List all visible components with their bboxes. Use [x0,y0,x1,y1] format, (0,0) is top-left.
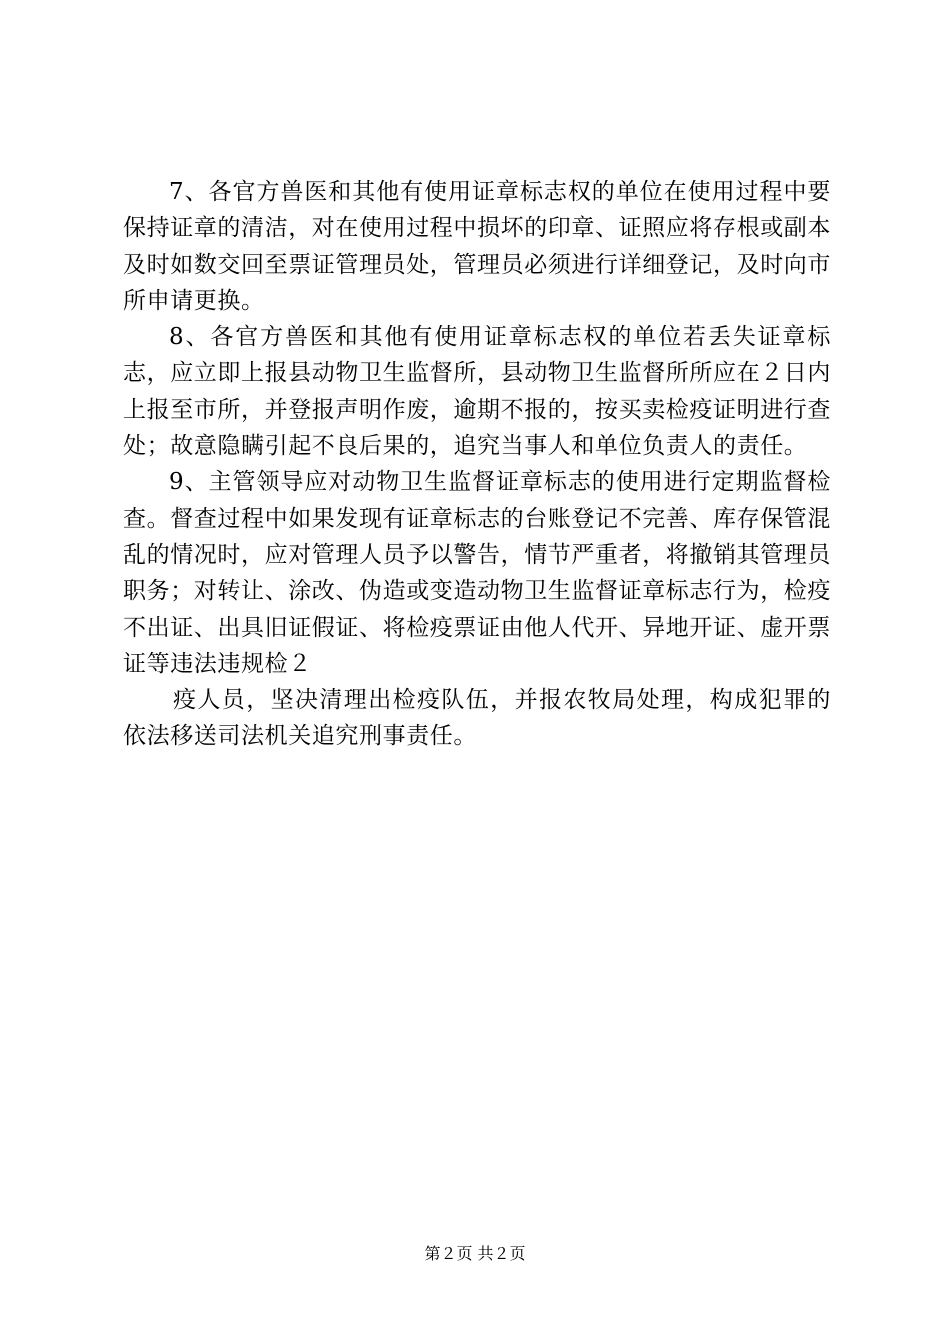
paragraph-item-8: 8、各官方兽医和其他有使用证章标志权的单位若丢失证章标志，应立即上报县动物卫生监督所，县动物卫生监督所所应在２日内上报至市所，并登报声明作废，逾期不报的，按买卖检疫证明进行查处；故意隐瞒引起不良后果的，追究当事人和单位负责人的责任。 [123,324,831,460]
paragraph-continuation: 疫人员，坚决清理出检疫队伍，并报农牧局处理，构成犯罪的依法移送司法机关追究刑事责任。 [123,687,831,750]
paragraph-item-7: 7、各官方兽医和其他有使用证章标志权的单位在使用过程中要保持证章的清洁，对在使用过程中损坏的印章、证照应将存根或副本及时如数交回至票证管理员处，管理员必须进行详细登记，及时向市所申请更换。 [123,179,831,314]
paragraph-item-9: 9、主管领导应对动物卫生监督证章标志的使用进行定期监督检查。督查过程中如果发现有证章标志的台账登记不完善、库存保管混乱的情况时，应对管理人员予以警告，情节严重者，将撤销其管理员职务；对转让、涂改、伪造或变造动物卫生监督证章标志行为，检疫不出证、出具旧证假证、将检疫票证由他人代开、异地开证、虚开票证等违法违规检２ [123,469,831,677]
page-number-footer: 第２页 共２页 [424,1244,526,1263]
document-body [123,174,831,755]
